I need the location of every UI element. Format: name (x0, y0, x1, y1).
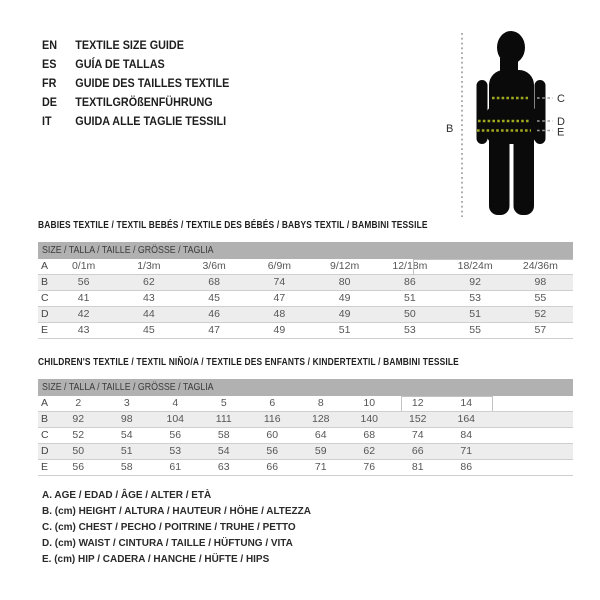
table-cell: 45 (143, 324, 155, 336)
table-cell: 140 (360, 413, 379, 425)
table-cell: 51 (469, 308, 481, 320)
language-row (42, 55, 229, 74)
height-label: B (446, 123, 454, 135)
language-row (42, 74, 229, 93)
table-cell: 71 (460, 445, 473, 457)
table-cell: 44 (143, 308, 155, 320)
legend-line: B. (cm) HEIGHT / ALTURA / HAUTEUR / HÖHE / ALTEZZA (42, 505, 311, 517)
table-cell: 41 (77, 292, 90, 304)
table-cell: 42 (77, 308, 90, 320)
row-label: B (41, 276, 49, 288)
table-cell: 86 (460, 461, 473, 473)
table-cell: 62 (143, 276, 155, 288)
babies-section (38, 220, 573, 339)
table-cell: 92 (72, 413, 85, 425)
table-cell: 47 (208, 324, 220, 336)
table-cell: 53 (169, 445, 182, 457)
legend-line: D. (cm) WAIST / CINTURA / TAILLE / HÜFTUNG / VITA (42, 537, 293, 549)
table-cell: 60 (266, 429, 279, 441)
language-label: GUIDA ALLE TAGLIE TESSILI (75, 114, 227, 128)
table-cell: 2 (75, 397, 82, 409)
row-label: C (41, 292, 49, 304)
table-row (38, 412, 573, 428)
table-cell: 52 (72, 429, 85, 441)
language-row (42, 36, 229, 55)
row-label: E (41, 461, 49, 473)
language-row (42, 93, 229, 112)
table-cell: 48 (273, 308, 286, 320)
table-cell: 58 (217, 429, 230, 441)
table-cell: 84 (460, 429, 473, 441)
table-cell: 52 (534, 308, 547, 320)
table-cell: 59 (314, 445, 327, 457)
children-size-header: SIZE / TALLA / TAILLE / GRÖSSE / TAGLIA (38, 379, 573, 396)
children-section (38, 357, 573, 476)
measurement-figure (440, 20, 575, 225)
legend-line: C. (cm) CHEST / PECHO / POITRINE / TRUHE / PETTO (42, 521, 296, 533)
table-cell: 51 (338, 324, 351, 336)
table-cell: 6/9m (267, 260, 292, 272)
table-cell: 80 (338, 276, 351, 288)
babies-size-header: SIZE / TALLA / TAILLE / GRÖSSE / TAGLIA (38, 242, 573, 259)
table-row (38, 307, 573, 323)
table-cell: 68 (363, 429, 376, 441)
table-cell: 98 (120, 413, 133, 425)
language-list (42, 36, 250, 131)
chest-label: C (557, 93, 565, 105)
table-cell: 56 (266, 445, 279, 457)
table-cell: 51 (120, 445, 133, 457)
table-cell: 5 (220, 397, 227, 409)
language-label: GUÍA DE TALLAS (75, 57, 165, 71)
table-cell: 46 (208, 308, 220, 320)
table-cell: 50 (404, 308, 416, 320)
table-cell: 66 (411, 445, 424, 457)
table-cell: 56 (169, 429, 182, 441)
legend-line: A. AGE / EDAD / ÂGE / ALTER / ETÀ (42, 489, 212, 501)
table-cell: 43 (143, 292, 155, 304)
table-cell: 54 (120, 429, 133, 441)
language-label: TEXTILE SIZE GUIDE (75, 38, 184, 52)
row-label: D (41, 445, 49, 457)
table-cell: 98 (534, 276, 547, 288)
language-code: EN (42, 38, 58, 52)
highlight-box (401, 396, 493, 411)
babies-title: BABIES TEXTILE / TEXTIL BEBÉS / TEXTILE DES BÉBÉS / BABYS TEXTIL / BAMBINI TESSILE (38, 220, 428, 231)
language-code: FR (42, 76, 57, 90)
table-cell: 0/1m (71, 260, 96, 272)
language-row (42, 112, 229, 131)
language-code: IT (42, 114, 52, 128)
row-label: A (41, 397, 49, 409)
child-silhouette (477, 31, 546, 215)
language-code: DE (42, 95, 58, 109)
table-cell: 55 (469, 324, 481, 336)
table-cell: 104 (166, 413, 185, 425)
highlight-box (413, 259, 573, 275)
table-cell: 1/3m (137, 260, 161, 272)
table-cell: 3/6m (202, 260, 226, 272)
table-cell: 24/36m (522, 260, 558, 272)
table-cell: 58 (120, 461, 133, 473)
table-cell: 74 (273, 276, 286, 288)
table-cell: 86 (404, 276, 416, 288)
table-cell: 14 (460, 397, 473, 409)
table-cell: 12 (411, 397, 424, 409)
table-cell: 6 (269, 397, 276, 409)
table-row (38, 291, 573, 307)
children-table (38, 379, 573, 476)
language-label: TEXTILGRÖßENFÜHRUNG (75, 95, 213, 109)
table-cell: 8 (317, 397, 324, 409)
babies-table (38, 242, 573, 339)
table-cell: 164 (457, 413, 476, 425)
table-cell: 62 (363, 445, 376, 457)
table-cell: 61 (169, 461, 182, 473)
waist-label: D (557, 116, 565, 128)
child-silhouette-svg (440, 20, 575, 225)
table-row (38, 428, 573, 444)
table-cell: 47 (273, 292, 286, 304)
row-label: E (41, 324, 49, 336)
table-cell: 56 (72, 461, 85, 473)
table-cell: 152 (408, 413, 427, 425)
table-cell: 4 (172, 397, 179, 409)
language-code: ES (42, 57, 57, 71)
table-cell: 74 (411, 429, 424, 441)
table-cell: 111 (215, 413, 232, 425)
table-cell: 43 (77, 324, 90, 336)
table-cell: 55 (534, 292, 547, 304)
legend-line: E. (cm) HIP / CADERA / HANCHE / HÜFTE / HIPS (42, 553, 270, 565)
table-row (38, 444, 573, 460)
table-cell: 18/24m (457, 260, 493, 272)
table-cell: 49 (338, 308, 351, 320)
table-cell: 63 (217, 461, 230, 473)
table-cell: 66 (266, 461, 279, 473)
table-cell: 54 (217, 445, 230, 457)
measurement-legend (42, 487, 325, 567)
language-label: GUIDE DES TAILLES TEXTILE (75, 76, 230, 90)
row-label: D (41, 308, 49, 320)
row-label: C (41, 429, 49, 441)
table-cell: 53 (404, 324, 416, 336)
table-cell: 9/12m (330, 260, 360, 272)
table-cell: 45 (208, 292, 220, 304)
table-cell: 57 (534, 324, 547, 336)
children-title: CHILDREN'S TEXTILE / TEXTIL NIÑO/A / TEXTILE DES ENFANTS / KINDERTEXTIL / BAMBINI TESSILE (38, 357, 459, 368)
table-cell: 51 (404, 292, 416, 304)
table-cell: 56 (77, 276, 90, 288)
table-cell: 49 (338, 292, 351, 304)
table-cell: 81 (411, 461, 424, 473)
table-cell: 10 (363, 397, 376, 409)
table-row (38, 460, 573, 476)
row-label: A (41, 260, 49, 272)
table-cell: 3 (123, 397, 130, 409)
hip-label: E (557, 126, 565, 139)
table-row (38, 323, 573, 339)
table-cell: 49 (273, 324, 286, 336)
table-cell: 128 (311, 413, 330, 425)
table-cell: 92 (469, 276, 481, 288)
table-cell: 64 (314, 429, 327, 441)
table-cell: 116 (263, 413, 281, 425)
table-cell: 53 (469, 292, 481, 304)
table-cell: 76 (363, 461, 376, 473)
table-cell: 68 (208, 276, 220, 288)
row-label: B (41, 413, 49, 425)
table-cell: 50 (72, 445, 85, 457)
table-row (38, 275, 573, 291)
table-cell: 71 (314, 461, 327, 473)
table-cell: 12/18m (392, 260, 428, 272)
